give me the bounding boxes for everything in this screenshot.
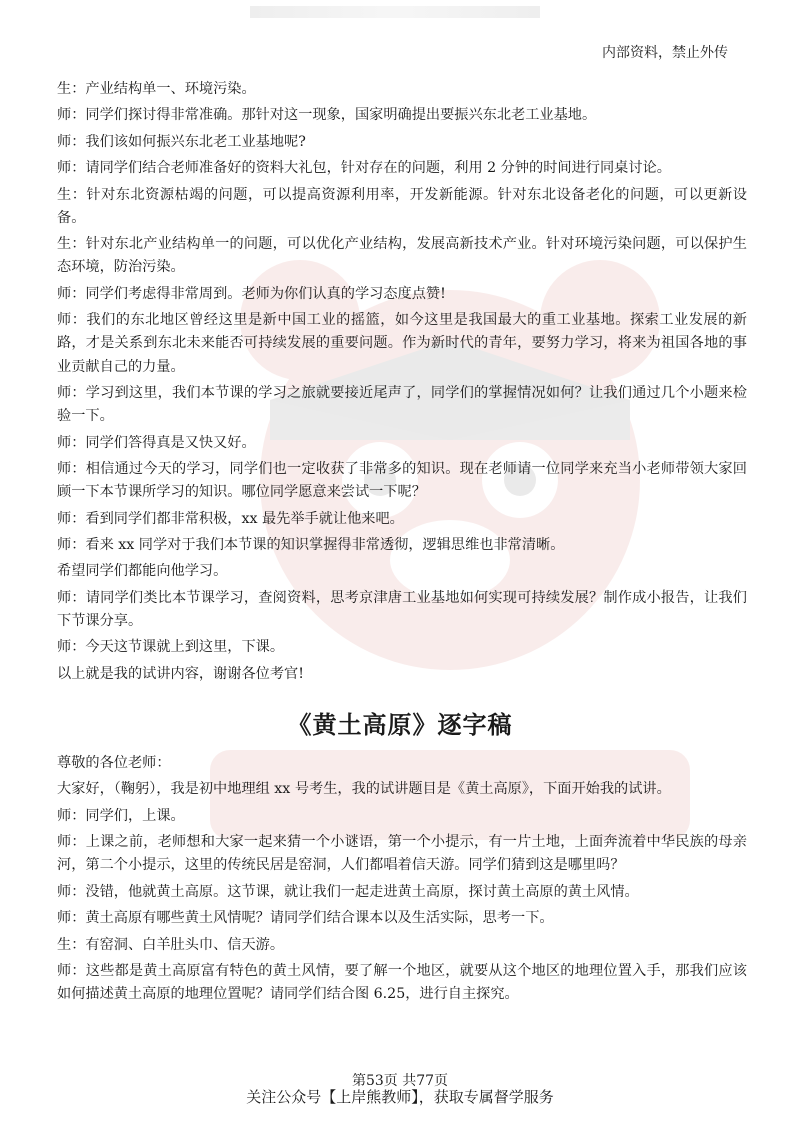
paragraph: 师：上课之前，老师想和大家一起来猜一个小谜语，第一个小提示，有一片土地，上面奔流着中华民族的母亲河，第二个小提示，这里的传统民居是窑洞，人们都唱着信天游。同学们猜到这是哪里吗？: [57, 834, 747, 874]
paragraph: 生：针对东北资源枯竭的问题，可以提高资源利用率，开发新能源。针对东北设备老化的问题，可以更新设备。: [57, 186, 747, 226]
paragraph: 师：我们该如何振兴东北老工业基地呢?: [57, 133, 306, 150]
paragraph: 师：看到同学们都非常积极，xx 最先举手就让他来吧。: [57, 510, 404, 527]
faded-header-text: [250, 6, 540, 18]
paragraph: 师：没错，他就黄土高原。这节课，就让我们一起走进黄土高原，探讨黄土高原的黄土风情。: [57, 883, 639, 900]
paragraph: 师：请同学们结合老师准备好的资料大礼包，针对存在的问题，利用 2 分钟的时间进行同桌讨论。: [57, 160, 671, 177]
footer-promo-note: 关注公众号【上岸熊教师】，获取专属督学服务: [246, 1088, 554, 1106]
paragraph: 师：黄土高原有哪些黄土风情呢？请同学们结合课本以及生活实际，思考一下。: [57, 910, 554, 927]
dialogue-section: [57, 78, 747, 689]
paragraph: 师：同学们答得真是又快又好。: [57, 434, 256, 451]
paragraph: 师：相信通过今天的学习，同学们也一定收获了非常多的知识。现在老师请一位同学来充当小老师带领大家回顾一下本节课所学习的知识。哪位同学愿意来尝试一下呢？: [57, 460, 747, 501]
paragraph: 师：我们的东北地区曾经这里是新中国工业的摇篮，如今这里是我国最大的重工业基地。探索工业发展的新路，才是关系到东北未来能否可持续发展的重要问题。作为新时代的青年，要努力学习，将来为祖国各地的事业贡献自己的力量。: [57, 312, 747, 375]
paragraph: 师：同学们探讨得非常准确。那针对这一现象，国家明确提出要振兴东北老工业基地。: [57, 107, 597, 124]
paragraph: 大家好，（鞠躬），我是初中地理组 xx 号考生，我的试讲题目是《黄土高原》，下面开始我的试讲。: [57, 781, 671, 798]
script-section: [57, 752, 747, 1010]
paragraph: 尊敬的各位老师：: [57, 755, 171, 771]
internal-material-note: 内部资料，禁止外传: [602, 45, 728, 61]
paragraph: 师：同学们考虑得非常周到。老师为你们认真的学习态度点赞!: [57, 285, 446, 302]
paragraph: 希望同学们都能向他学习。: [57, 563, 228, 580]
paragraph: 生：产业结构单一、环境污染。: [57, 81, 256, 97]
page-number: 第53页 共77页: [351, 1073, 449, 1089]
paragraph: 生：针对东北产业结构单一的问题，可以优化产业结构，发展高新技术产业。针对环境污染问题，可以保护生态环境，防治污染。: [57, 236, 747, 276]
paragraph: 师：请同学们类比本节课学习，查阅资料，思考京津唐工业基地如何实现可持续发展？制作成小报告，让我们下节课分享。: [57, 589, 747, 629]
paragraph: 师：同学们，上课。: [57, 807, 185, 824]
paragraph: 师：看来 xx 同学对于我们本节课的知识掌握得非常透彻，逻辑思维也非常清晰。: [57, 536, 565, 553]
paragraph: 师：这些都是黄土高原富有特色的黄土风情，要了解一个地区，就要从这个地区的地理位置入手，那我们应该如何描述黄土高原的地理位置呢？请同学们结合图 6.25，进行自主探究。: [57, 962, 747, 1003]
paragraph: 师：今天这节课就上到这里，下课。: [57, 639, 285, 656]
section-title: 《黄土高原》逐字稿: [287, 710, 513, 739]
paragraph: 生：有窑洞、白羊肚头巾、信天游。: [57, 936, 285, 953]
paragraph: 以上就是我的试讲内容，谢谢各位考官!: [57, 665, 304, 682]
paragraph: 师：学习到这里，我们本节课的学习之旅就要接近尾声了，同学们的掌握情况如何？让我们通过几个小题来检验一下。: [57, 384, 747, 425]
